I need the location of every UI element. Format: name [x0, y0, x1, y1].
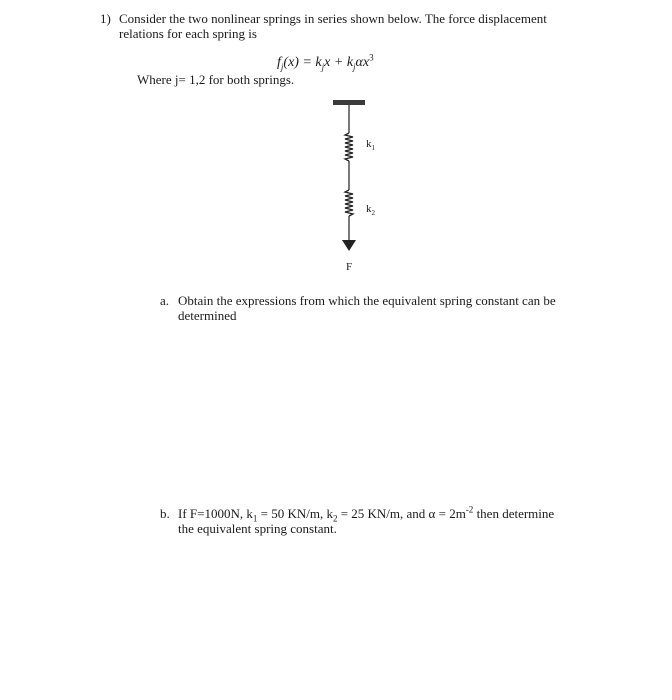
- force-equation: $f_j(x) = k_jx + k_j\alpha x^3$: [277, 52, 374, 72]
- where-text: Where j= 1,2 for both springs.: [137, 72, 295, 87]
- spring-diagram: [320, 95, 380, 255]
- question-number: 1): [100, 11, 111, 26]
- part-a-line-1: Obtain the expressions from which the equivalent spring constant can be: [178, 293, 556, 308]
- part-b-line-1: If F=1000N, $k_1 = 50$ KN/m, $k_2 = 25$ KN/m, and $\alpha = 2m^{-2}$ then determine: [178, 504, 555, 524]
- force-label: F: [346, 261, 353, 273]
- part-b-line-2: the equivalent spring constant.: [178, 521, 337, 536]
- k1-label: $k_1$: [366, 138, 375, 153]
- question-line-1: Consider the two nonlinear springs in series shown below. The force displacement: [119, 11, 547, 26]
- k2-label: $k_2$: [366, 203, 375, 218]
- part-a-marker: a.: [160, 293, 170, 308]
- part-a-line-2: determined: [178, 308, 237, 323]
- part-b-marker: b.: [160, 506, 170, 521]
- spring-1: [345, 133, 353, 161]
- spring-2: [345, 190, 353, 216]
- ceiling-support: [333, 100, 365, 105]
- question-line-2: relations for each spring is: [119, 26, 257, 41]
- force-arrow-head: [342, 240, 356, 251]
